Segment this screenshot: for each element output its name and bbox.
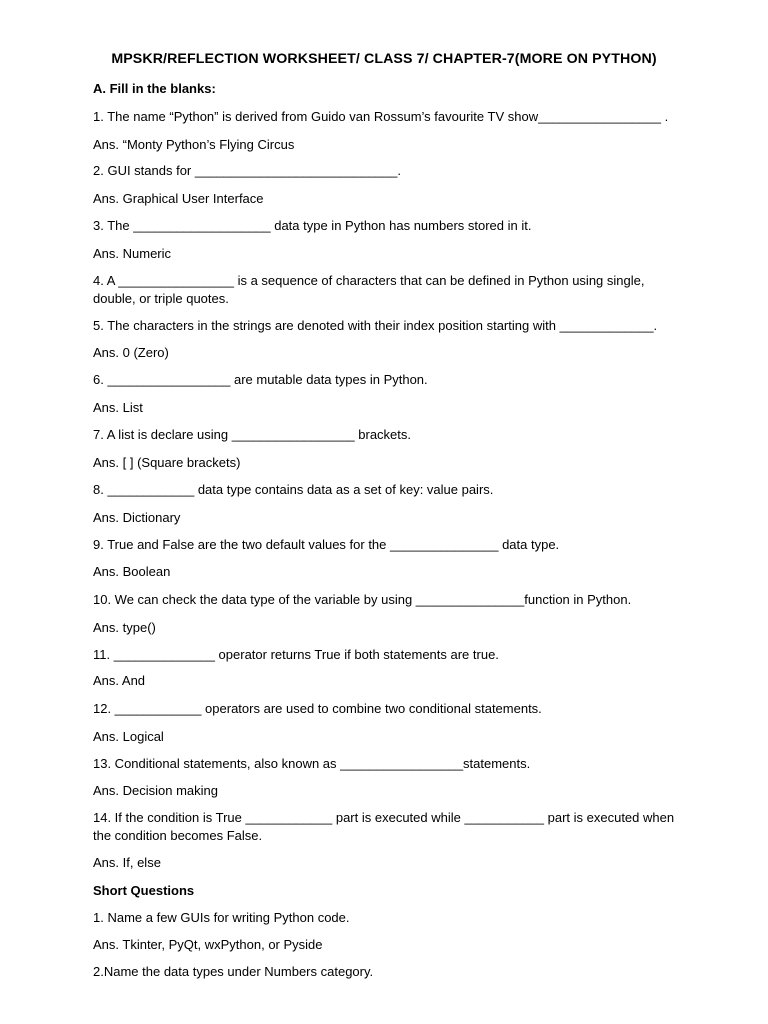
answer-6: Ans. List <box>93 400 143 415</box>
answer-8: Ans. Dictionary <box>93 510 181 525</box>
question-11: 11. ______________ operator returns True if both statements are true. <box>93 647 499 662</box>
answer-10: Ans. type() <box>93 620 156 635</box>
question-5: 5. The characters in the strings are denoted with their index position starting with _____________. <box>93 318 658 333</box>
answer-13: Ans. Decision making <box>93 783 218 798</box>
question-10: 10. We can check the data type of the variable by using _______________function in Python. <box>93 592 632 607</box>
answer-5: Ans. 0 (Zero) <box>93 345 169 360</box>
answer-2: Ans. Graphical User Interface <box>93 191 264 206</box>
question-13: 13. Conditional statements, also known as _________________statements. <box>93 756 531 771</box>
section-a-heading: A. Fill in the blanks: <box>93 81 216 96</box>
short-question-2: 2.Name the data types under Numbers category. <box>93 964 374 979</box>
short-questions-heading: Short Questions <box>93 883 195 898</box>
worksheet-title: MPSKR/REFLECTION WORKSHEET/ CLASS 7/ CHAPTER-7(MORE ON PYTHON) <box>111 51 657 67</box>
question-4: 4. A ________________ is a sequence of characters that can be defined in Python using single, double, or triple quotes. <box>93 273 645 306</box>
answer-1: Ans. “Monty Python’s Flying Circus <box>93 137 295 152</box>
answer-12: Ans. Logical <box>93 729 164 744</box>
answer-14: Ans. If, else <box>93 855 161 870</box>
question-2: 2. GUI stands for ____________________________. <box>93 163 401 178</box>
question-12: 12. ____________ operators are used to combine two conditional statements. <box>93 701 542 716</box>
short-question-1: 1. Name a few GUIs for writing Python code. <box>93 910 350 925</box>
answer-11: Ans. And <box>93 673 146 688</box>
question-3: 3. The ___________________ data type in Python has numbers stored in it. <box>93 218 532 233</box>
question-7: 7. A list is declare using _________________ brackets. <box>93 427 412 442</box>
question-14: 14. If the condition is True ____________ part is executed while ___________ part is executed when the condition becomes False. <box>93 810 675 843</box>
answer-9: Ans. Boolean <box>93 564 171 579</box>
answer-7: Ans. [ ] (Square brackets) <box>93 455 241 470</box>
answer-3: Ans. Numeric <box>93 246 172 261</box>
question-9: 9. True and False are the two default values for the _______________ data type. <box>93 537 560 552</box>
question-1: 1. The name “Python” is derived from Guido van Rossum’s favourite TV show_________________ . <box>93 109 669 124</box>
short-answer-1: Ans. Tkinter, PyQt, wxPython, or Pyside <box>93 937 323 952</box>
question-6: 6. _________________ are mutable data types in Python. <box>93 372 428 387</box>
question-8: 8. ____________ data type contains data as a set of key: value pairs. <box>93 482 494 497</box>
